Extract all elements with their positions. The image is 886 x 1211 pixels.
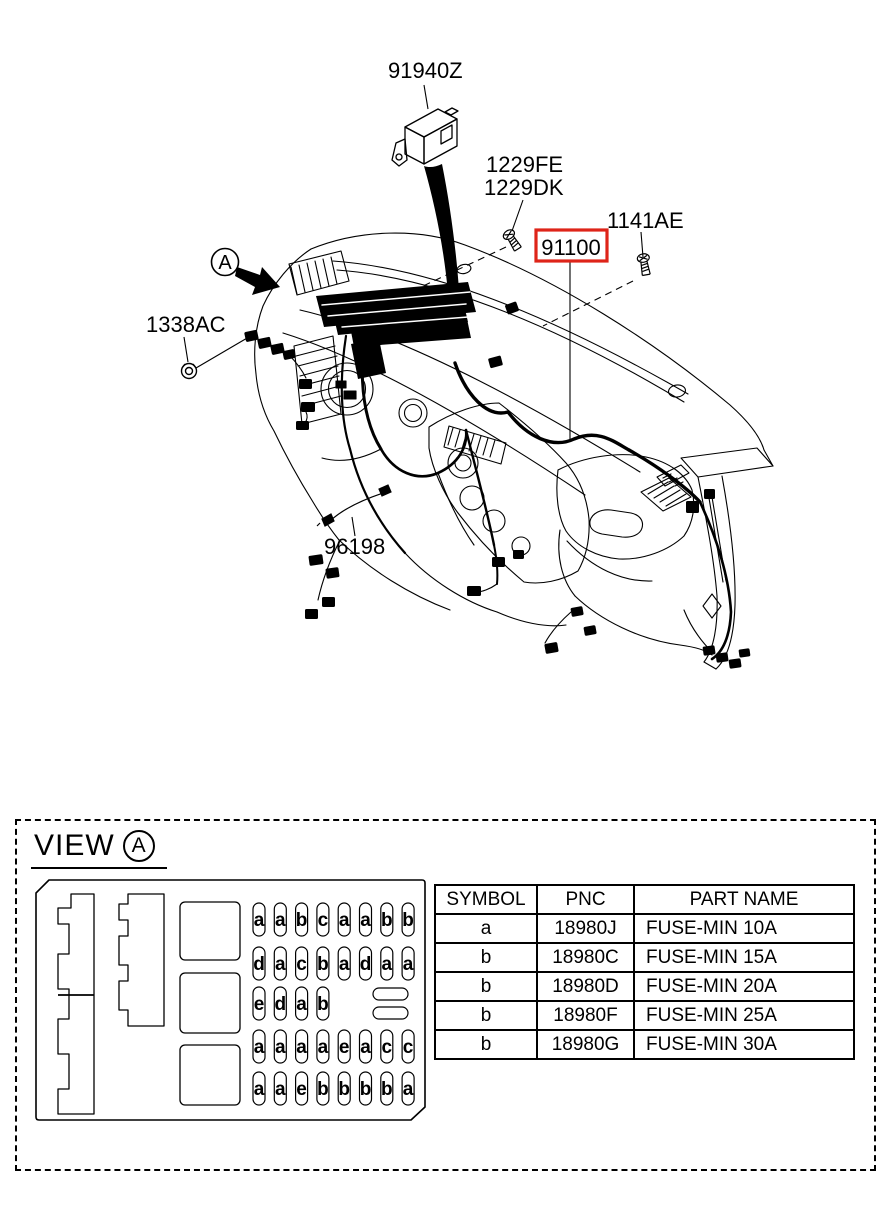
fuse-letter: a	[360, 910, 371, 931]
fuse-letter: a	[253, 1037, 265, 1058]
fuse-letter: a	[317, 1037, 329, 1058]
table-row	[435, 943, 854, 972]
fuse-letter: a	[360, 1037, 371, 1058]
part-name-cell: FUSE-MIN 15A	[634, 943, 854, 972]
harness-conduit	[424, 164, 459, 293]
view-marker-letter: A	[218, 252, 232, 274]
fuse-letter: a	[338, 910, 350, 931]
label-1229dk: 1229DK	[484, 175, 564, 200]
fuse-letter: b	[338, 1079, 351, 1100]
fuse-letter: c	[402, 1037, 414, 1058]
fuse-letter: b	[317, 954, 329, 975]
parts-table	[434, 884, 855, 1060]
fuse-letter: b	[380, 910, 393, 931]
spare-fuse-slots-horizontal	[373, 988, 408, 1019]
label-96198: 96198	[324, 534, 386, 559]
dashboard-drawing	[244, 233, 773, 669]
nut-1338-icon	[182, 364, 197, 379]
symbol-cell: a	[435, 914, 537, 943]
fuse-letter: b	[317, 1079, 329, 1100]
fuse-letter: e	[338, 1037, 350, 1058]
fusebox-connector-mid	[119, 894, 164, 1026]
symbol-cell: b	[435, 943, 537, 972]
table-row	[435, 1030, 854, 1059]
fusebox-relay-slots	[180, 902, 240, 1105]
column-header: PNC	[537, 885, 634, 914]
parts-table-body	[435, 914, 854, 1059]
part-name-cell: FUSE-MIN 25A	[634, 1001, 854, 1030]
fuse-letter: a	[338, 954, 350, 975]
pnc-cell: 18980F	[537, 1001, 634, 1030]
screw-1141-icon	[637, 253, 652, 276]
fuse-letter: d	[359, 954, 372, 975]
fuse-grid	[253, 903, 414, 1105]
view-title	[31, 829, 167, 869]
label-1338ac: 1338AC	[146, 312, 226, 337]
fuse-letter: d	[274, 994, 287, 1015]
symbol-cell: b	[435, 1001, 537, 1030]
part-name-cell: FUSE-MIN 30A	[634, 1030, 854, 1059]
fuse-letter: a	[381, 954, 393, 975]
fusebox-drawing	[33, 878, 428, 1123]
fuse-letter: a	[275, 1079, 286, 1100]
fuse-letter: e	[253, 994, 265, 1015]
fuse-letter: a	[275, 954, 286, 975]
fuse-letter: a	[275, 1037, 286, 1058]
fuse-letter: c	[317, 910, 329, 931]
label-1141ae: 1141AE	[607, 208, 684, 233]
fuse-letter: a	[253, 1079, 265, 1100]
pnc-cell: 18980D	[537, 972, 634, 1001]
pnc-cell: 18980J	[537, 914, 634, 943]
view-direction-arrow-icon	[235, 267, 280, 295]
table-row	[435, 914, 854, 943]
fuse-letter: b	[317, 994, 329, 1015]
fuse-letter: a	[296, 994, 307, 1015]
fuse-letter: d	[253, 954, 265, 975]
screw-1229-icon	[502, 228, 523, 252]
fuse-letter: a	[402, 954, 414, 975]
connectors	[244, 301, 750, 669]
fuse-letter: b	[359, 1079, 372, 1100]
label-91100: 91100	[541, 235, 601, 260]
view-direction-marker	[212, 249, 281, 296]
fuse-letter: b	[380, 1079, 393, 1100]
fuse-letter: e	[296, 1079, 307, 1100]
pnc-cell: 18980G	[537, 1030, 634, 1059]
part-name-cell: FUSE-MIN 10A	[634, 914, 854, 943]
parts-table-header-row	[435, 885, 854, 914]
fusebox-connector-left	[58, 894, 94, 1114]
fuse-letter: a	[253, 910, 265, 931]
view-title-marker: A	[123, 830, 155, 862]
table-row	[435, 1001, 854, 1030]
fuse-letter: b	[295, 910, 308, 931]
fuse-letter: a	[402, 1079, 414, 1100]
symbol-cell: b	[435, 1030, 537, 1059]
relay-component	[392, 108, 458, 166]
fuse-letter: c	[296, 954, 307, 975]
fuse-letter: a	[275, 910, 286, 931]
column-header: SYMBOL	[435, 885, 537, 914]
fuse-letter: b	[402, 910, 414, 931]
glove-box	[557, 455, 694, 596]
label-91940z: 91940Z	[388, 58, 463, 83]
wiring-harness	[289, 282, 731, 659]
label-1229fe: 1229FE	[486, 152, 564, 177]
part-name-cell: FUSE-MIN 20A	[634, 972, 854, 1001]
symbol-cell: b	[435, 972, 537, 1001]
fuse-letter: c	[381, 1037, 393, 1058]
column-header: PART NAME	[634, 885, 854, 914]
view-a-panel	[15, 819, 876, 1171]
table-row	[435, 972, 854, 1001]
fuse-letter: a	[296, 1037, 307, 1058]
vent-grilles	[289, 251, 691, 511]
pnc-cell: 18980C	[537, 943, 634, 972]
view-title-text: VIEW	[34, 829, 115, 862]
